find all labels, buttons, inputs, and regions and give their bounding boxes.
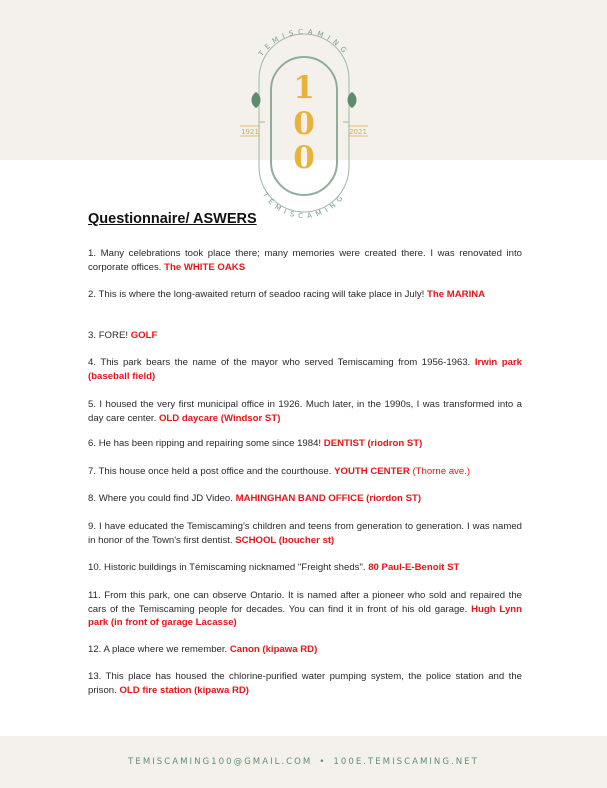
year-right: 2021 [349, 128, 367, 136]
qa-item-10 [88, 561, 522, 575]
logo-digit-2: 0 [293, 106, 315, 142]
qa-answer: SCHOOL (boucher st) [235, 534, 335, 546]
qa-text: FORE! [98, 330, 129, 341]
year-left-tag [240, 126, 260, 136]
qa-answer: 80 Paul-E-Benoit ST [368, 562, 460, 573]
qa-num: 3. [88, 330, 97, 341]
logo-arc-top: TEMISCAMING [257, 27, 351, 58]
qa-answer: The WHITE OAKS [164, 261, 246, 273]
qa-item-5 [88, 398, 522, 425]
year-left: 1921 [241, 128, 259, 136]
qa-num: 9. [88, 521, 97, 532]
qa-text: This house once held a post office and the courthouse. [98, 466, 332, 477]
qa-text: From this park, one can observe Ontario. It is named after a pioneer who sold and repaired the cars of the Temiscaming people for decades. You can find it in front of his old garage. [88, 590, 522, 615]
logo-arc-bottom: TÉMISCAMING [260, 191, 348, 221]
qa-note: (Thorne ave.) [412, 466, 471, 477]
footer-separator: • [319, 757, 327, 767]
qa-answer: Hugh Lynn park (in front of garage Lacasse) [88, 603, 522, 629]
qa-answer: The MARINA [427, 289, 486, 300]
logo-digit-1: 1 [293, 70, 315, 106]
qa-text: Many celebrations took place there; many memories were created there. I was renovated into corporate offices. [88, 248, 522, 273]
footer [0, 757, 607, 767]
qa-answer: Irwin park (baseball field) [88, 357, 522, 382]
qa-text: This is where the long-awaited return of seadoo racing will take place in July! [98, 289, 425, 300]
qa-answer: Canon (kipawa RD) [229, 644, 318, 655]
qa-item-6 [88, 437, 522, 451]
qa-answer: OLD fire station (kipawa RD) [119, 684, 249, 696]
qa-item-4 [88, 356, 522, 383]
qa-answer: OLD daycare (Windsor ST) [158, 412, 281, 424]
qa-item-8 [88, 492, 522, 506]
qa-text: This park bears the name of the mayor who served Temiscaming from 1956-1963. [100, 357, 471, 368]
qa-text: He has been ripping and repairing some since 1984! [98, 438, 322, 449]
qa-num: 4. [88, 357, 97, 368]
qa-num: 8. [88, 493, 97, 504]
qa-num: 7. [88, 466, 97, 477]
qa-item-13 [88, 670, 522, 697]
questionnaire [88, 211, 522, 239]
logo-digit-3: 0 [293, 140, 315, 176]
qa-item-9 [88, 520, 522, 547]
centennial-logo [226, 22, 382, 222]
qa-answer: GOLF [130, 330, 158, 341]
qa-answer: DENTIST (riodron ST) [323, 438, 423, 449]
page-title: Questionnaire/ ASWERS [88, 211, 257, 227]
qa-item-11 [88, 589, 522, 630]
qa-text: Historic buildings in Témiscaming nicknamed "Freight sheds". [104, 562, 366, 573]
footer-website-link[interactable]: 100E.TEMISCAMING.NET [333, 757, 479, 767]
qa-item-3 [88, 329, 522, 343]
qa-text: I housed the very first municipal office in 1926. Much later, in the 1990s, I was transformed into a day care center. [88, 399, 522, 424]
year-right-tag [348, 126, 368, 136]
qa-text: I have educated the Temiscaming's children and teens from generation to generation. I was named in honor of the Town's first dentist. [88, 521, 523, 546]
qa-item-12 [88, 643, 522, 657]
qa-text: This place has housed the chlorine-purified water pumping system, the police station and the prison. [88, 671, 522, 696]
qa-num: 10. [88, 562, 102, 573]
qa-item-1 [88, 247, 522, 274]
qa-num: 1. [88, 248, 97, 259]
qa-num: 2. [88, 289, 97, 300]
qa-answer: MAHINGHAN BAND OFFICE (riordon ST) [235, 493, 422, 504]
qa-text: Where you could find JD Video. [98, 493, 233, 504]
qa-num: 13. [88, 671, 102, 682]
qa-num: 12. [88, 644, 102, 655]
svg-text:TEMISCAMING [257, 28, 351, 59]
qa-answer: YOUTH CENTER [334, 466, 410, 477]
qa-item-2 [88, 288, 522, 302]
qa-text: A place where we remember. [103, 644, 228, 655]
qa-num: 5. [88, 399, 97, 410]
qa-num: 11. [88, 590, 101, 601]
qa-num: 6. [88, 438, 97, 449]
qa-item-7 [88, 465, 522, 479]
footer-email-link[interactable]: TEMISCAMING100@GMAIL.COM [128, 757, 313, 767]
